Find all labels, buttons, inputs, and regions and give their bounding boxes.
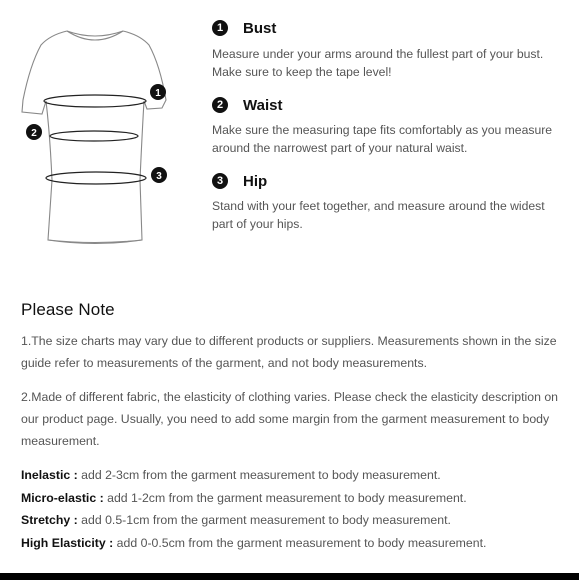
measure-description: Measure under your arms around the fullest part of your bust. Make sure to keep the tape level!	[212, 47, 544, 79]
elasticity-list	[21, 464, 561, 554]
number-badge: 3	[212, 173, 228, 189]
elasticity-term: Micro-elastic :	[21, 490, 104, 505]
elasticity-text: add 2-3cm from the garment measurement to body measurement.	[77, 468, 441, 482]
elasticity-row	[21, 532, 561, 555]
dress-outline-icon	[10, 15, 185, 255]
number-badge: 2	[212, 97, 228, 113]
elasticity-row	[21, 509, 561, 532]
elasticity-term: Stretchy :	[21, 513, 78, 527]
elasticity-row	[21, 464, 561, 487]
elasticity-row	[21, 487, 561, 510]
note-title: Please Note	[21, 300, 115, 319]
measure-title: Bust	[243, 19, 277, 37]
bottom-bar	[0, 573, 579, 580]
number-badge: 1	[212, 20, 228, 36]
elasticity-text: add 0.5-1cm from the garment measurement to body measurement.	[77, 513, 451, 527]
elasticity-text: add 1-2cm from the garment measurement to body measurement.	[103, 490, 467, 505]
measure-hip	[212, 171, 562, 233]
marker-3: 3	[156, 171, 162, 182]
elasticity-term: High Elasticity :	[21, 535, 114, 550]
measure-description: Stand with your feet together, and measure around the widest part of your hips.	[212, 199, 545, 231]
measure-description: Make sure the measuring tape fits comfortably as you measure around the narrowest part of your natural waist.	[212, 123, 553, 155]
measure-title: Hip	[243, 172, 268, 190]
measure-bust	[212, 18, 562, 81]
marker-1: 1	[155, 88, 161, 99]
measure-waist	[212, 95, 562, 157]
measure-title: Waist	[243, 96, 283, 114]
elasticity-term: Inelastic :	[21, 468, 78, 482]
please-note-section	[21, 300, 561, 554]
note-paragraph-1: 1.The size charts may vary due to different products or suppliers. Measurements shown in the size guide refer to measurements of the garment, and not body measurements.	[21, 334, 557, 370]
note-paragraph-2: 2.Made of different fabric, the elasticity of clothing varies. Please check the elasticity description on our product page. Usually, you need to add some margin from the garment measurement to body measurement.	[21, 390, 559, 448]
marker-2: 2	[31, 128, 37, 139]
elasticity-text: add 0-0.5cm from the garment measurement to body measurement.	[113, 535, 487, 550]
garment-illustration	[10, 15, 185, 255]
measurement-instructions	[212, 18, 562, 243]
